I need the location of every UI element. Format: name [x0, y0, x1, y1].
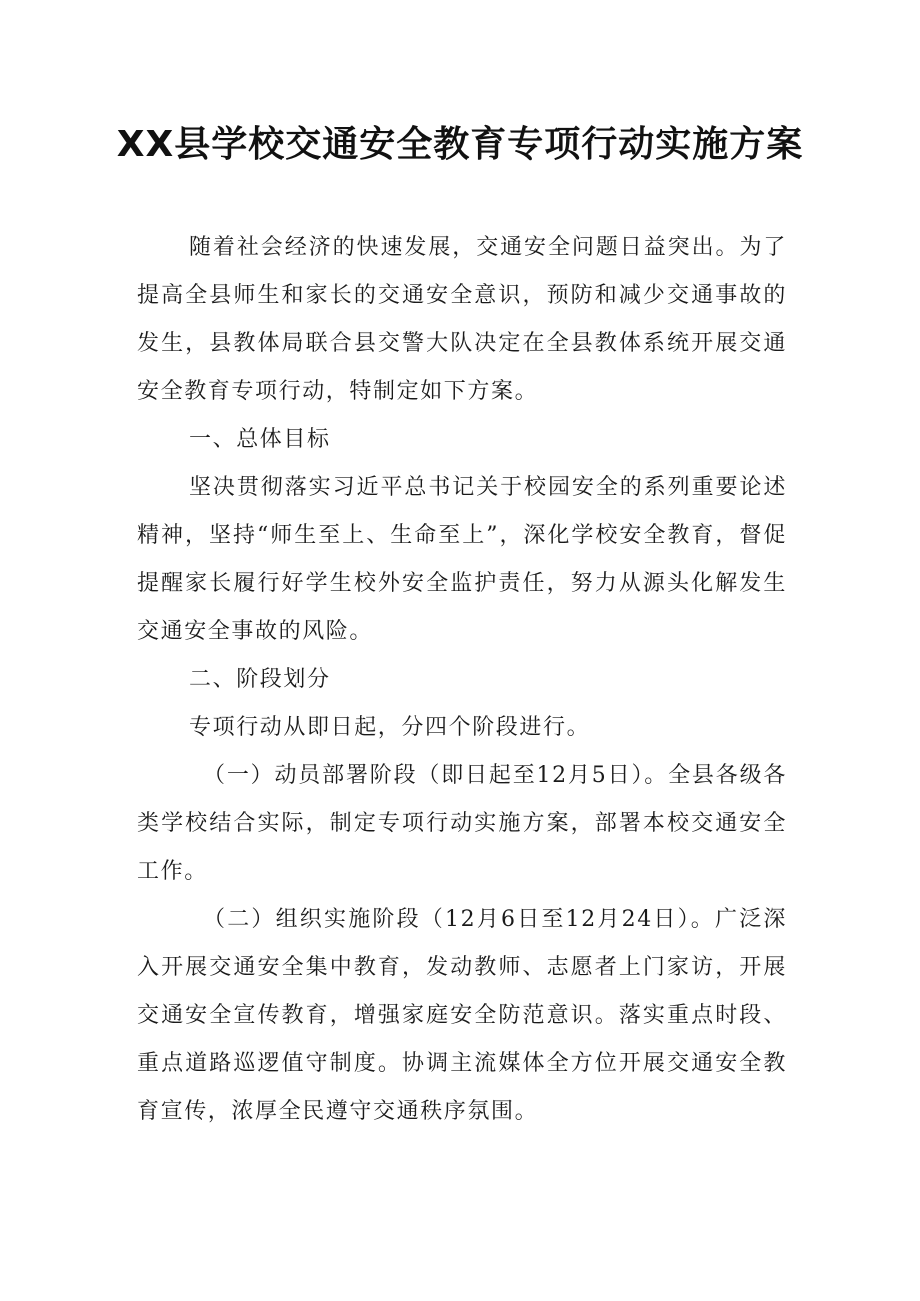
section-paragraph-stage-intro: 专项行动从即日起，分四个阶段进行。	[189, 715, 591, 740]
stage-paragraph-implementation: （二）组织实施阶段（12月6日至12月24日）。广泛深入开展交通安全集中教育，发动教师、志愿者上门家访，开展交通安全宣传教育，增强家庭安全防范意识。落实重点时段、重点道路巡逻值守制度。协调主流媒体全方位开展交通安全教育宣传，浓厚全民遵守交通秩序氛围。	[137, 907, 787, 1124]
intro-paragraph: 随着社会经济的快速发展，交通安全问题日益突出。为了提高全县师生和家长的交通安全意识，预防和减少交通事故的发生，县教体局联合县交警大队决定在全县教体系统开展交通安全教育专项行动，特制定如下方案。	[137, 235, 787, 404]
section-heading-stage-division: 二、阶段划分	[189, 667, 331, 692]
section-heading-overall-goal: 一、总体目标	[189, 427, 331, 452]
stage-paragraph-mobilization: （一）动员部署阶段（即日起至12月5日）。全县各级各类学校结合实际，制定专项行动实施方案，部署本校交通安全工作。	[137, 763, 787, 884]
section-paragraph-overall-goal: 坚决贯彻落实习近平总书记关于校园安全的系列重要论述精神，坚持“师生至上、生命至上”，深化学校安全教育，督促提醒家长履行好学生校外安全监护责任，努力从源头化解发生交通安全事故的风险。	[137, 475, 787, 644]
document-title: XX县学校交通安全教育专项行动实施方案	[116, 124, 804, 165]
